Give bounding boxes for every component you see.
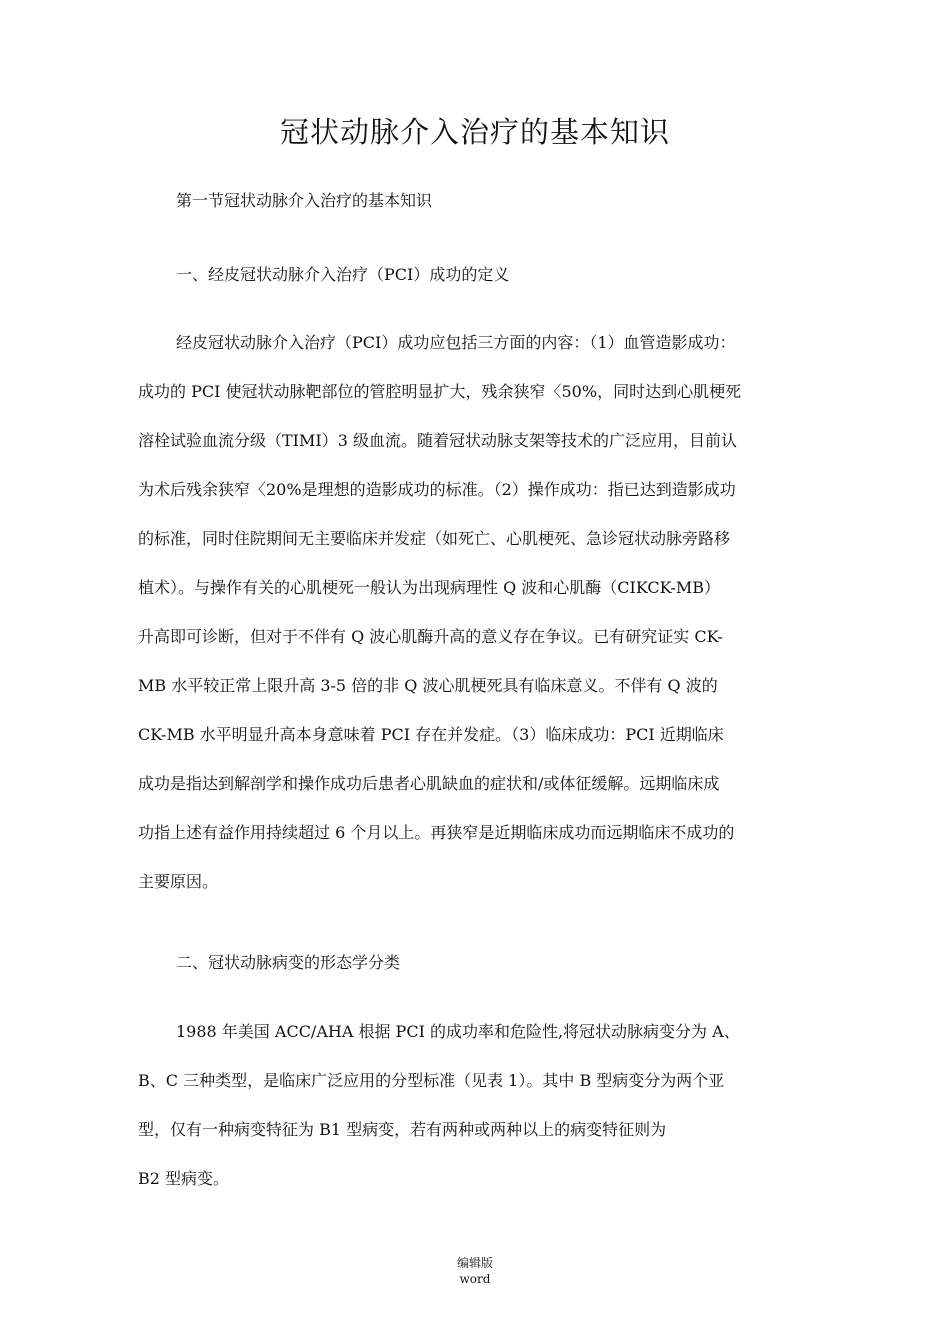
paragraph-line: 型，仅有一种病变特征为 B1 型病变，若有两种或两种以上的病变特征则为	[138, 1120, 667, 1139]
paragraph-line: B、C 三种类型，是临床广泛应用的分型标准（见表 1）。其中 B 型病变分为两个亚	[138, 1071, 725, 1090]
subheading-lesion-classification: 二、冠状动脉病变的形态学分类	[176, 953, 401, 972]
paragraph-line: MB 水平较正常上限升高 3-5 倍的非 Q 波心肌梗死具有临床意义。不伴有 Q 波的	[138, 676, 718, 695]
paragraph-line: 1988 年美国 ACC/AHA 根据 PCI 的成功率和危险性,将冠状动脉病变分为 A、	[176, 1022, 740, 1041]
paragraph-pci-success	[138, 318, 828, 906]
paragraph-line: CK-MB 水平明显升高本身意味着 PCI 存在并发症。（3）临床成功：PCI 近期临床	[138, 725, 724, 744]
section-heading: 第一节冠状动脉介入治疗的基本知识	[176, 191, 433, 210]
paragraph-line: 升高即可诊断，但对于不伴有 Q 波心肌酶升高的意义存在争议。已有研究证实 CK-	[138, 627, 723, 646]
paragraph-line: 溶栓试验血流分级（TIMI）3 级血流。随着冠状动脉支架等技术的广泛应用，目前认	[138, 431, 737, 450]
paragraph-line: B2 型病变。	[138, 1169, 230, 1188]
paragraph-line: 成功是指达到解剖学和操作成功后患者心肌缺血的症状和/或体征缓解。远期临床成	[138, 774, 720, 793]
paragraph-line: 植术）。与操作有关的心肌梗死一般认为出现病理性 Q 波和心肌酶（CIKCK-MB）	[138, 578, 720, 597]
paragraph-line: 成功的 PCI 使冠状动脉靶部位的管腔明显扩大，残余狭窄〈50%，同时达到心肌梗死	[138, 382, 742, 401]
paragraph-lesion-classification	[138, 1007, 828, 1203]
paragraph-line: 的标准，同时住院期间无主要临床并发症（如死亡、心肌梗死、急诊冠状动脉旁路移	[138, 529, 731, 548]
page-footer	[0, 1255, 950, 1287]
subheading-pci-success-definition: 一、经皮冠状动脉介入治疗（PCI）成功的定义	[176, 265, 510, 284]
paragraph-line: 经皮冠状动脉介入治疗（PCI）成功应包括三方面的内容：（1）血管造影成功：	[176, 333, 736, 352]
footer-word: word	[459, 1272, 491, 1286]
footer-label: 编辑版	[456, 1256, 493, 1270]
paragraph-line: 主要原因。	[138, 872, 219, 891]
document-title: 冠状动脉介入治疗的基本知识	[279, 115, 670, 149]
paragraph-line: 为术后残余狭窄〈20%是理想的造影成功的标准。（2）操作成功：指已达到造影成功	[138, 480, 736, 499]
paragraph-line: 功指上述有益作用持续超过 6 个月以上。再狭窄是近期临床成功而远期临床不成功的	[138, 823, 735, 842]
